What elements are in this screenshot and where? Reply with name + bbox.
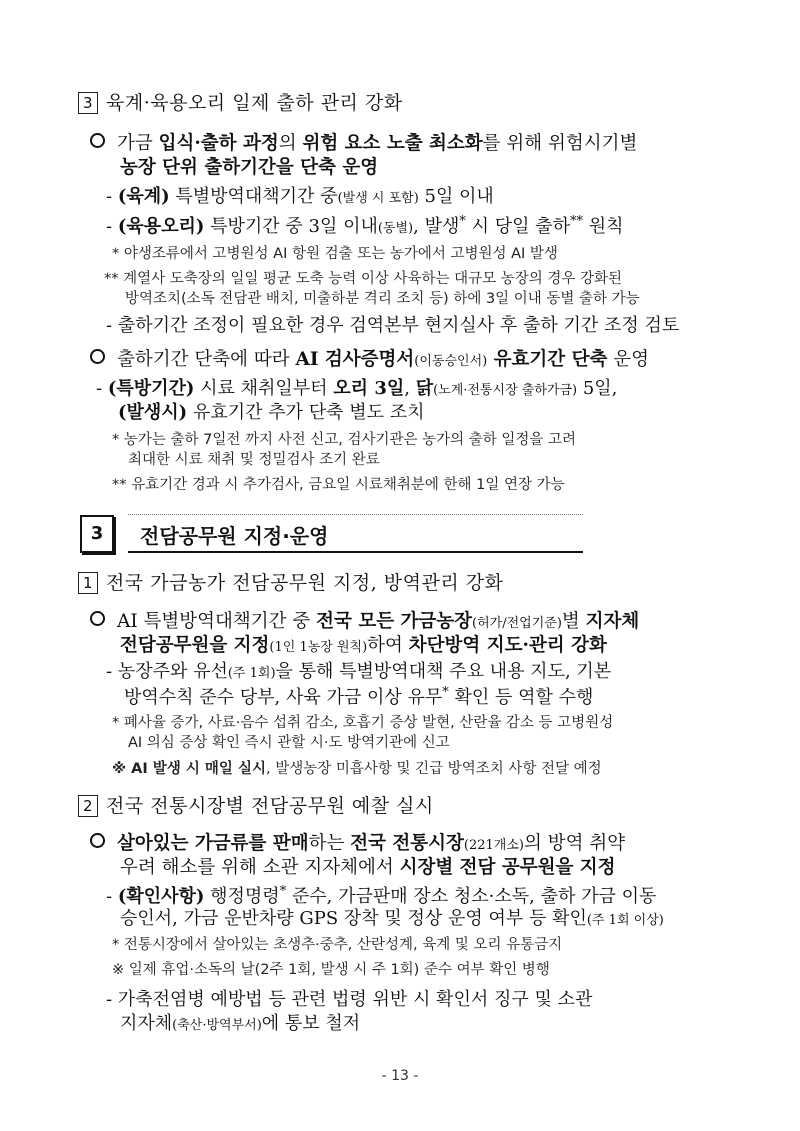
dash-item: - (확인사항) 행정명령* 준수, 가금판매 장소 청소·소독, 출하 가금 이동 (106, 884, 657, 907)
footnote: * 폐사율 증가, 사료·음수 섭취 감소, 호흡기 증상 발현, 산란율 감소 등 고병원성 (112, 715, 614, 731)
dash-item: - 가축전염병 예방법 등 관련 법령 위반 시 확인서 징구 및 소관 (106, 989, 593, 1010)
footnote: * 야생조류에서 고병원성 AI 항원 검출 또는 농가에서 고병원성 AI 발생 (112, 246, 558, 262)
circle-bullet-icon (90, 133, 105, 148)
footnote: * 농가는 출하 7일전 까지 사전 신고, 검사기관은 농가의 출하 일정을 고려 (112, 432, 576, 448)
section-underline (128, 551, 583, 553)
heading-2 (78, 795, 434, 818)
bullet-item-cont: 농장 단위 출하기간을 단축 운영 (120, 157, 379, 178)
bullet-item: 살아있는 가금류를 판매하는 전국 전통시장(221개소)의 방역 취약 (90, 833, 625, 855)
page-number: - 13 - (381, 1068, 419, 1084)
heading-number-box: 2 (78, 795, 98, 817)
footnote-cont: 방역조치(소독 전담관 배치, 미출하분 격리 조치 등) 하에 3일 이내 동별 출하 가능 (125, 291, 640, 307)
dash-item-cont: 승인서, 가금 운반차량 GPS 장착 및 정상 운영 여부 등 확인(주 1회 이상) (120, 908, 664, 929)
heading-3 (78, 92, 403, 115)
heading-number-box: 1 (78, 572, 98, 594)
footnote-cont: AI 의심 증상 확인 즉시 관할 시·도 방역기관에 신고 (128, 735, 450, 751)
heading-1 (78, 572, 503, 595)
heading-text: 육계·육용오리 일제 출하 관리 강화 (106, 92, 403, 114)
footnote: ** 유효기간 경과 시 추가검사, 금요일 시료채취분에 한해 1일 연장 가능 (112, 477, 565, 493)
section-top-line (128, 514, 583, 516)
dash-item-cont: 지자체(축산·방역부서)에 통보 철저 (120, 1013, 361, 1034)
circle-bullet-icon (90, 833, 105, 848)
footnote-cont: 최대한 시료 채취 및 정밀검사 조기 완료 (128, 452, 380, 468)
reference-note: ※ 일제 휴업·소독의 날(2주 1회, 발생 시 주 1회) 준수 여부 확인 병행 (112, 962, 550, 978)
heading-number-box: 3 (78, 92, 98, 114)
section-number-box: 3 (80, 515, 114, 553)
dash-item: - 농장주와 유선(주 1회)을 통해 특별방역대책 주요 내용 지도, 기본 (106, 661, 612, 682)
reference-note: ※ AI 발생 시 매일 실시, 발생농장 미흡사항 및 긴급 방역조치 사항 전달 예정 (112, 761, 602, 777)
dash-item: - 출하기간 조정이 필요한 경우 검역본부 현지실사 후 출하 기간 조정 검토 (106, 315, 680, 336)
bullet-item: 출하기간 단축에 따라 AI 검사증명서(이동승인서) 유효기간 단축 운영 (90, 349, 649, 371)
bullet-item: AI 특별방역대책기간 중 전국 모든 가금농장(허가/전업기준)별 지자체 (90, 611, 639, 633)
footnote: ** 계열사 도축장의 일일 평균 도축 능력 이상 사육하는 대규모 농장의 경우 강화된 (104, 271, 623, 287)
bullet-item-cont: 전담공무원을 지정(1인 1농장 원칙)하여 차단방역 지도·관리 강화 (120, 635, 607, 656)
dash-item: - (특방기간) 시료 채취일부터 오리 3일, 닭(노계·전통시장 출하가금) 5일, (96, 378, 618, 399)
heading-text: 전국 가금농가 전담공무원 지정, 방역관리 강화 (106, 572, 504, 594)
bullet-item-cont: 우려 해소를 위해 소관 지자체에서 시장별 전담 공무원을 지정 (120, 857, 616, 878)
section-title: 전담공무원 지정·운영 (140, 524, 329, 548)
footnote: * 전통시장에서 살아있는 초생추·중추, 산란성계, 육계 및 오리 유통금지 (112, 937, 563, 953)
dash-item-cont: 방역수칙 준수 당부, 사육 가금 이상 유무* 확인 등 역할 수행 (124, 685, 594, 708)
heading-text: 전국 전통시장별 전담공무원 예찰 실시 (106, 795, 434, 817)
dash-item-cont: (발생시) 유효기간 추가 단축 별도 조치 (118, 402, 425, 423)
dash-item: - (육계) 특별방역대책기간 중(발생 시 포함) 5일 이내 (106, 186, 494, 207)
bullet-item: 가금 입식·출하 과정의 위험 요소 노출 최소화를 위해 위험시기별 (90, 133, 637, 155)
circle-bullet-icon (90, 611, 105, 626)
circle-bullet-icon (90, 349, 105, 364)
dash-item: - (육용오리) 특방기간 중 3일 이내(동별), 발생* 시 당일 출하** 원칙 (106, 214, 624, 237)
